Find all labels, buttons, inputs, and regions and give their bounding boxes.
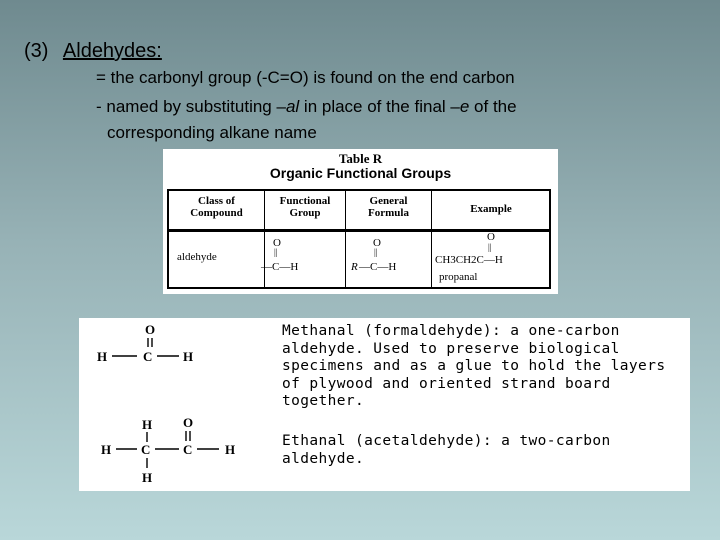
svg-text:H: H [142,470,153,485]
svg-text:O: O [145,322,156,337]
heading-title: Aldehydes: [62,40,162,62]
svg-text:O: O [183,415,194,430]
general-formula: —C—H [359,261,397,273]
svg-text:C: C [141,442,151,457]
heading-number: (3) [24,40,49,62]
svg-text:H: H [101,442,112,457]
svg-text:H: H [142,417,153,432]
header-example: Example [470,203,512,215]
table-r-title: Table R [338,151,383,166]
ethanal-structure [101,415,235,485]
naming-rule: - named by substituting –al in place of the final –e of the [96,97,517,116]
functional-group-table: Class of Compound Functional Group General Formula Example aldehyde O || —C—H O || R —C—H O || CH3CH2C—H propanal [167,189,551,289]
class-aldehyde: aldehyde [177,251,217,263]
aldehyde-examples-figure [79,318,690,491]
general-formula-r: R [351,261,358,273]
table-r-subtitle: Organic Functional Groups [269,165,452,181]
svg-text:H: H [225,442,236,457]
carbonyl-definition: = the carbonyl group (-C=O) is found on the end carbon [96,68,515,87]
header-general-formula: General Formula [368,195,409,219]
svg-text:H: H [97,349,108,364]
example-name: propanal [439,271,478,283]
svg-text:C: C [183,442,193,457]
header-functional-group: Functional Group [279,195,331,219]
header-class: Class of Compound [190,195,243,219]
svg-text:H: H [183,349,194,364]
example-formula: CH3CH2C—H [435,254,503,266]
ethanal-description: Ethanal (acetaldehyde): a two-carbon aldehyde. [282,433,611,467]
methanal-description: Methanal (formaldehyde): a one-carbon aldehyde. Used to preserve biological specimens and as a glue to hold the layers of plywood and oriented strand board together. [282,323,666,409]
methanal-structure [97,322,193,364]
structural-formulas [79,318,279,491]
naming-rule-continued: corresponding alkane name [107,123,317,142]
slide-heading [24,40,162,63]
table-r-figure [163,149,558,294]
functional-group-formula: —C—H [261,261,299,273]
svg-text:C: C [143,349,153,364]
